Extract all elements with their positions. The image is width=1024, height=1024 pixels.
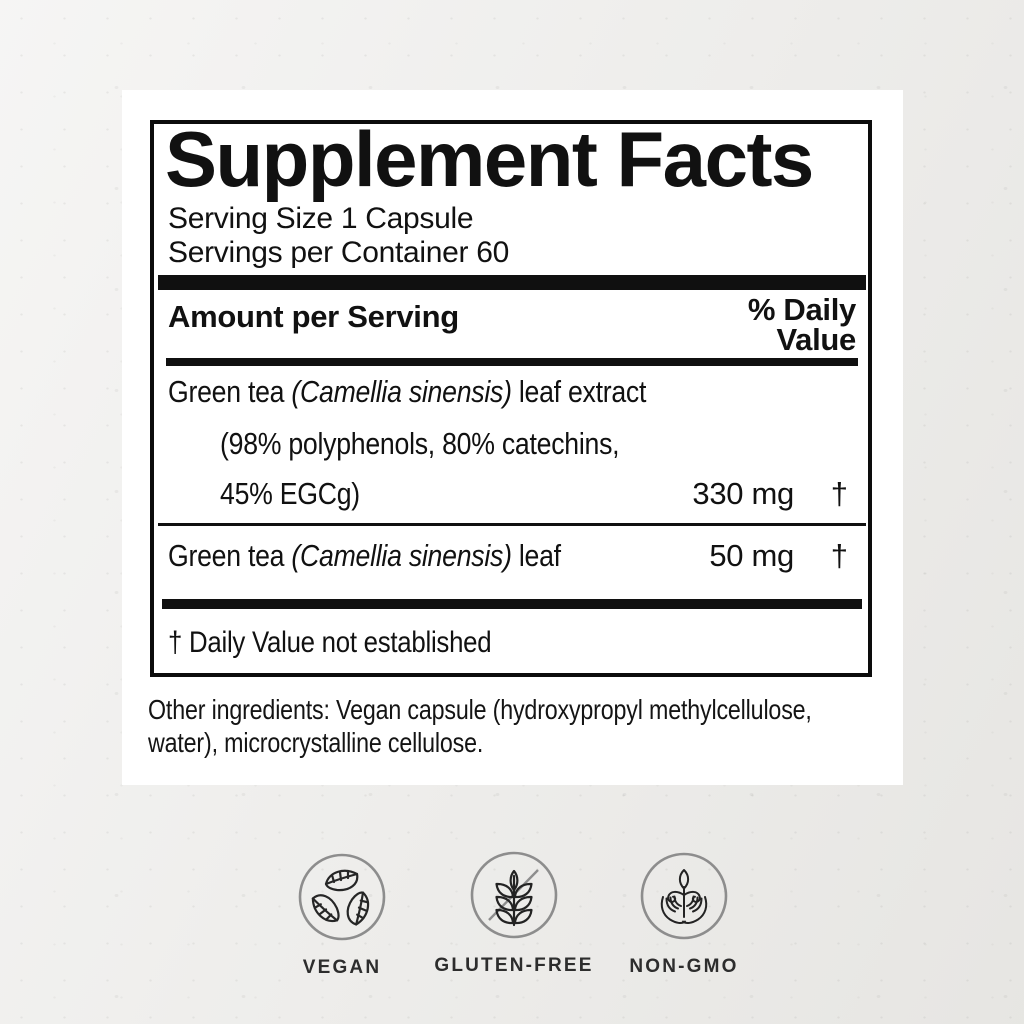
other-ingredients-line1: Other ingredients: Vegan capsule (hydroxypropyl methylcellulose, bbox=[148, 694, 812, 725]
divider-medium bbox=[166, 358, 858, 366]
ingredient-1-suffix: leaf extract bbox=[511, 374, 647, 409]
facts-header-row bbox=[168, 290, 856, 358]
daily-value-header bbox=[747, 292, 856, 357]
daily-value-footnote: † Daily Value not established bbox=[168, 626, 492, 659]
ingredient-row-1-name bbox=[168, 375, 856, 409]
ingredient-1-latin-name: (Camellia sinensis) bbox=[291, 374, 512, 409]
daily-value-header-line2: Value bbox=[776, 322, 856, 357]
ingredient-1-daily-value: † bbox=[830, 476, 848, 511]
serving-size-text: Serving Size 1 Capsule bbox=[168, 202, 474, 235]
daily-value-header-line1: % Daily bbox=[747, 292, 856, 327]
vegan-badge-label: VEGAN bbox=[302, 957, 382, 978]
supplement-facts-box bbox=[150, 120, 872, 677]
gluten-free-badge-label: GLUTEN-FREE bbox=[434, 955, 594, 976]
ingredient-2-suffix: leaf bbox=[511, 538, 561, 573]
ingredient-1-amount: 330 mg bbox=[692, 476, 794, 511]
divider-thin bbox=[158, 523, 866, 526]
ingredient-1-detail-2: 45% EGCg) bbox=[220, 476, 360, 511]
ingredient-row-1-detail: (98% polyphenols, 80% catechins, bbox=[220, 426, 620, 461]
ingredient-2-prefix: Green tea bbox=[168, 538, 292, 573]
ingredient-row-1-amount-line bbox=[168, 477, 856, 511]
facts-title: Supplement Facts bbox=[165, 120, 813, 203]
servings-per-container-text: Servings per Container 60 bbox=[168, 236, 510, 269]
non-gmo-hands-plant-icon bbox=[638, 850, 730, 942]
gluten-free-wheat-icon bbox=[468, 849, 560, 941]
gluten-free-badge bbox=[426, 849, 602, 977]
vegan-leaves-icon bbox=[296, 851, 388, 943]
other-ingredients bbox=[148, 693, 948, 759]
non-gmo-badge bbox=[596, 850, 772, 978]
ingredient-row-2 bbox=[168, 539, 856, 573]
other-ingredients-line2: water), microcrystalline cellulose. bbox=[148, 727, 484, 758]
ingredient-2-amount: 50 mg bbox=[709, 538, 794, 573]
ingredient-1-prefix: Green tea bbox=[168, 374, 292, 409]
ingredient-2-daily-value: † bbox=[830, 538, 848, 573]
label-panel bbox=[122, 90, 903, 785]
non-gmo-badge-label: NON-GMO bbox=[629, 956, 739, 977]
ingredient-2-latin-name: (Camellia sinensis) bbox=[291, 538, 512, 573]
divider-thick-top bbox=[158, 275, 866, 290]
amount-per-serving-header: Amount per Serving bbox=[168, 299, 459, 334]
divider-thick-bottom bbox=[162, 599, 862, 609]
vegan-badge bbox=[254, 851, 430, 979]
